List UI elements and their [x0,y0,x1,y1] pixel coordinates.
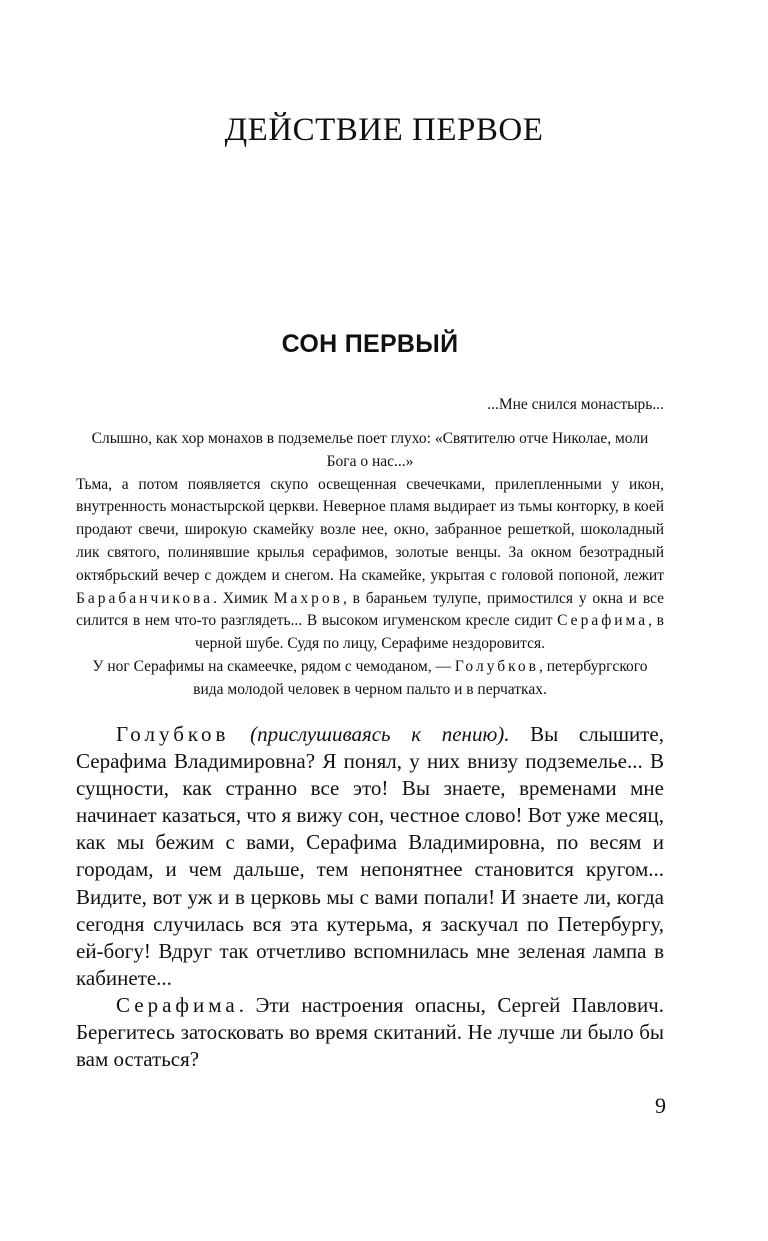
dialogue-line-golubkov [76,721,664,992]
stage-text: , в бараньем тулупе, примостился у окна и все силится в нем что-то разглядеть... В высоком игуменском кресле сидит [76,589,665,630]
dialogue-text: . Эти настроения опасны, Сергей Павлович. Берегитесь затосковать во время скитаний. Не лучше ли было бы вам остаться? [76,992,664,1072]
stage-direction-golubkov [76,656,664,702]
stage-text: . Химик [213,589,274,607]
speaker-name-golubkov: Голубков [116,722,230,746]
stage-text: , в черной шубе. Судя по лицу, Серафиме нездоровится. [195,612,664,653]
stage-direction [76,428,664,702]
stage-text: У ног Серафимы на скамеечке, рядом с чемоданом, — [92,657,455,675]
character-name-makhrov: Махров [273,589,343,607]
stage-text: Тьма, а потом появляется скупо освещенная свечечками, прилепленными у икон, внутренность монастырской церкви. Неверное пламя выдирает из тьмы конторку, в коей продают свечи, широкую скамейку возле нее, окно, забранное решеткой, шоколадный лик святого, полинявшие крылья серафимов, золотые венцы. За окном безотрадный октябрьский вечер с дождем и снегом. На скамейке, укрытая с головой попоной, лежит [76,475,664,584]
page-number: 9 [655,1093,666,1118]
dialogue-line-serafima [76,992,664,1073]
speaker-name-serafima: Серафима [116,992,239,1017]
character-name-serafima: Серафима [557,612,649,630]
speaker-remark: (прислушиваясь к пению). [250,722,510,746]
dialogue [76,721,664,1073]
character-name-golubkov: Голубков [454,657,539,675]
epigraph: ...Мне снился монастырь... [487,396,664,413]
dialogue-text: Вы слышите, Серафима Владимировна? Я понял, у них внизу подземелье... В сущности, как странно все это! Вы знаете, временами мне начинает казаться, что я вижу сон, честное слово! Вот уже месяц, как мы бежим с вами, Серафима Владимировна, по весям и городам, и чем дальше, тем непонятнее становится кругом... Видите, вот уж и в церковь мы с вами попали! И знаете ли, когда сегодня случилась вся эта кутерьма, я заскучал по Петербургу, ей-богу! Вдруг так отчетливо вспомнилась мне зеленая лампа в кабинете... [76,722,664,990]
stage-direction-setting [76,474,664,656]
character-name-barabanchikova: Барабанчикова [76,589,214,607]
stage-text: , петербургского вида молодой человек в черном пальто и в перчатках. [193,657,648,698]
stage-direction-chorus: Слышно, как хор монахов в подземелье поет глухо: «Святителю отче Николае, моли Бога о нас...» [91,430,649,470]
scene-title: СОН ПЕРВЫЙ [281,330,459,358]
act-title: ДЕЙСТВИЕ ПЕРВОЕ [224,112,544,148]
